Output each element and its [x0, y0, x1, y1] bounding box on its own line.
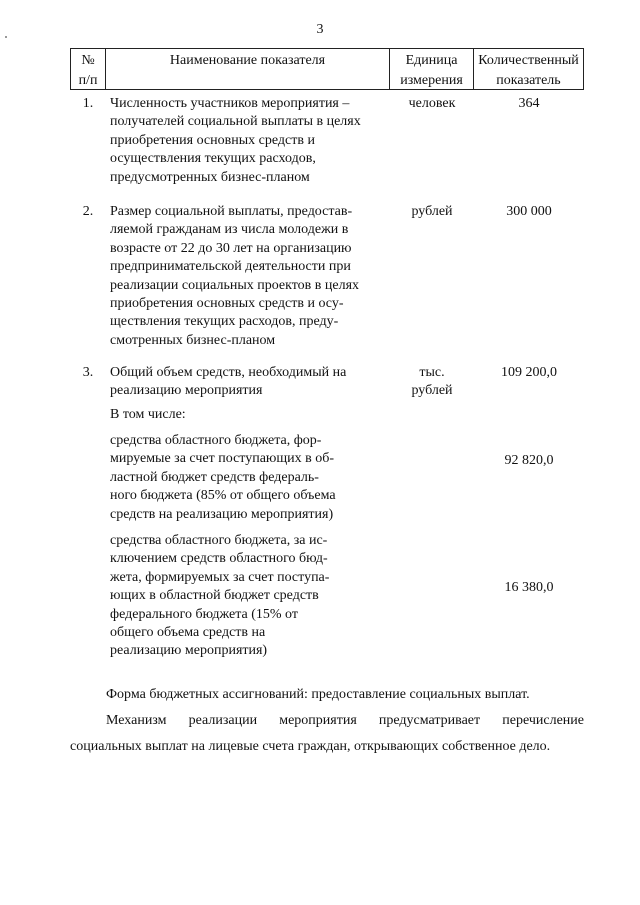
paragraph-mechanism-line: Механизм реализации мероприятия предусматривает перечисление — [106, 713, 584, 728]
row-3-unit — [390, 364, 474, 401]
header-unit — [390, 48, 474, 90]
row-2-name-line: смотренных бизнес-планом — [110, 332, 276, 348]
row-3-name — [110, 364, 366, 401]
paragraph-mechanism-line: социальных выплат на лицевые счета граждан, открывающих собственное дело. — [70, 739, 551, 754]
subrow-1-name-line: ного бюджета (85% от общего объема — [110, 488, 336, 504]
header-qty-line: Количественный — [478, 53, 579, 68]
subrow-1-name-line: средств на реализацию мероприятия) — [110, 506, 334, 522]
subrow-2-name-line: ключением средств областного бюд- — [110, 551, 328, 567]
row-1-name-line: получателей социальной выплаты в целях — [110, 114, 361, 130]
row-3-unit-line: тыс. — [419, 365, 445, 380]
subrow-2-name — [110, 532, 366, 661]
header-qty-line: показатель — [496, 73, 561, 88]
row-1-qty: 364 — [518, 96, 540, 111]
row-2-qty: 300 000 — [506, 204, 552, 219]
row-3-name-line: реализацию мероприятия — [110, 383, 263, 399]
row-1-num: 1. — [82, 96, 94, 111]
row-2-unit: рублей — [411, 204, 453, 219]
header-num-line: № — [81, 53, 95, 68]
subrow-1-qty: 92 820,0 — [504, 453, 554, 468]
subrow-1-name-line: средства областного бюджета, фор- — [110, 433, 322, 448]
row-1-name-line: приобретения основных средств и — [110, 132, 315, 148]
paragraph-form: Форма бюджетных ассигнований: предоставление социальных выплат. — [106, 687, 530, 702]
header-unit-line: измерения — [400, 73, 463, 88]
subrow-1-name-line: мируемые за счет поступающих в об- — [110, 451, 335, 467]
subrow-1-name-line: ластной бюджет средств федераль- — [110, 469, 319, 485]
header-qty — [474, 48, 584, 90]
row-2-name — [110, 203, 366, 350]
subrow-2-name-line: ющих в областной бюджет средств — [110, 588, 319, 604]
header-name — [106, 48, 390, 90]
row-1-name-line: осуществления текущих расходов, — [110, 151, 316, 167]
row-1-name-line: Численность участников мероприятия – — [110, 96, 350, 111]
row-2-name-line: приобретения основных средств и осу- — [110, 296, 344, 312]
subrow-2-name-line: средства областного бюджета, за ис- — [110, 533, 328, 548]
row-3-qty: 109 200,0 — [501, 365, 557, 380]
row-2-name-line: Размер социальной выплаты, предостав- — [110, 204, 353, 219]
row-3-name-line: Общий объем средств, необходимый на — [110, 365, 347, 380]
page-number: 3 — [316, 22, 324, 37]
subrow-2-name-line: общего объема средств на — [110, 625, 266, 641]
row-1-name-line: предусмотренных бизнес-планом — [110, 169, 310, 185]
header-num — [70, 48, 106, 90]
header-num-line: п/п — [78, 73, 98, 88]
row-2-name-line: реализации социальных проектов в целях — [110, 277, 360, 293]
header-unit-line: Единица — [405, 53, 458, 68]
row-1-name — [110, 95, 366, 187]
row-3-unit-line: рублей — [411, 383, 453, 399]
row-2-name-line: ществления текущих расходов, преду- — [110, 314, 339, 330]
subrow-2-qty: 16 380,0 — [504, 580, 554, 595]
row-2-name-line: предпринимательской деятельности при — [110, 259, 351, 275]
row-2-name-line: ляемой гражданам из числа молодежи в — [110, 222, 349, 238]
subrow-2-name-line: жета, формируемых за счет поступа- — [110, 569, 330, 585]
row-1-unit: человек — [408, 96, 456, 111]
subrow-2-name-line: реализацию мероприятия) — [110, 643, 268, 659]
row-3-num: 3. — [82, 365, 94, 380]
row-2-name-line: возрасте от 22 до 30 лет на организацию — [110, 240, 352, 256]
subrow-1-name — [110, 432, 366, 524]
paragraph-mechanism — [70, 708, 584, 760]
subrow-2-name-line: федерального бюджета (15% от — [110, 606, 298, 622]
row-2-num: 2. — [82, 204, 94, 219]
including-label: В том числе: — [110, 407, 186, 422]
header-name-label: Наименование показателя — [169, 53, 326, 68]
